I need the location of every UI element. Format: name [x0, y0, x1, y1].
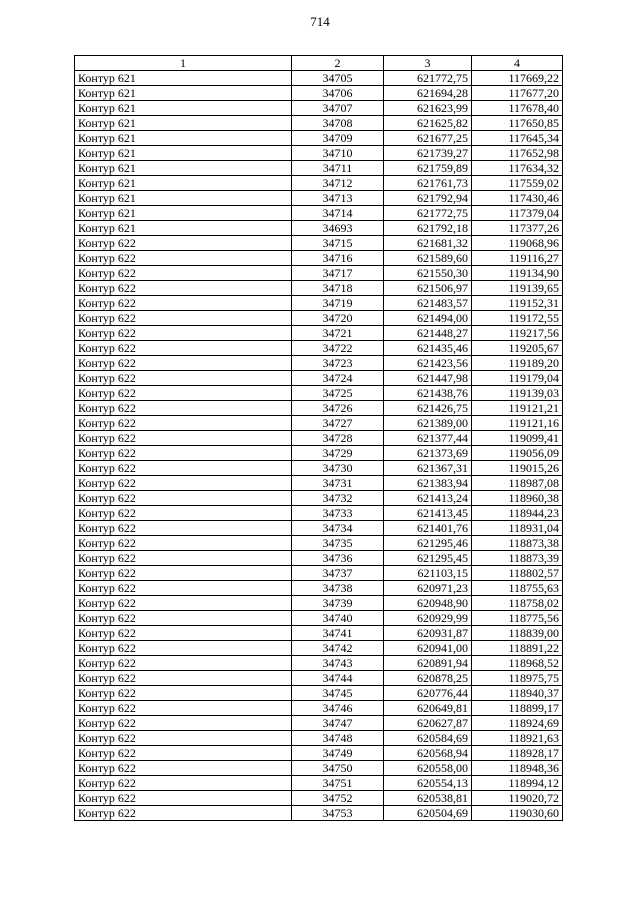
y-coordinate-cell: 118968,52	[472, 656, 563, 671]
y-coordinate-cell: 119121,21	[472, 401, 563, 416]
point-number-cell: 34725	[292, 386, 384, 401]
contour-name-cell: Контур 622	[75, 596, 292, 611]
contour-name-cell: Контур 622	[75, 311, 292, 326]
table-row	[75, 641, 563, 656]
column-header-3: 3	[384, 56, 472, 71]
y-coordinate-cell: 118924,69	[472, 716, 563, 731]
y-coordinate-cell: 118940,37	[472, 686, 563, 701]
contour-name-cell: Контур 621	[75, 206, 292, 221]
point-number-cell: 34746	[292, 701, 384, 716]
y-coordinate-cell: 119020,72	[472, 791, 563, 806]
point-number-cell: 34708	[292, 116, 384, 131]
point-number-cell: 34734	[292, 521, 384, 536]
table-row	[75, 101, 563, 116]
contour-name-cell: Контур 621	[75, 71, 292, 86]
table-row	[75, 491, 563, 506]
table-row	[75, 581, 563, 596]
point-number-cell: 34751	[292, 776, 384, 791]
contour-name-cell: Контур 622	[75, 641, 292, 656]
y-coordinate-cell: 118987,08	[472, 476, 563, 491]
table-row	[75, 86, 563, 101]
x-coordinate-cell: 621759,89	[384, 161, 472, 176]
table-row	[75, 611, 563, 626]
table-row	[75, 596, 563, 611]
x-coordinate-cell: 620649,81	[384, 701, 472, 716]
point-number-cell: 34724	[292, 371, 384, 386]
point-number-cell: 34718	[292, 281, 384, 296]
x-coordinate-cell: 621367,31	[384, 461, 472, 476]
y-coordinate-cell: 118921,63	[472, 731, 563, 746]
y-coordinate-cell: 119139,65	[472, 281, 563, 296]
table-row	[75, 551, 563, 566]
contour-name-cell: Контур 621	[75, 221, 292, 236]
point-number-cell: 34752	[292, 791, 384, 806]
contour-name-cell: Контур 622	[75, 266, 292, 281]
point-number-cell: 34709	[292, 131, 384, 146]
point-number-cell: 34743	[292, 656, 384, 671]
table-row	[75, 761, 563, 776]
point-number-cell: 34753	[292, 806, 384, 821]
y-coordinate-cell: 119030,60	[472, 806, 563, 821]
y-coordinate-cell: 118802,57	[472, 566, 563, 581]
point-number-cell: 34731	[292, 476, 384, 491]
point-number-cell: 34693	[292, 221, 384, 236]
x-coordinate-cell: 621694,28	[384, 86, 472, 101]
point-number-cell: 34720	[292, 311, 384, 326]
y-coordinate-cell: 119116,27	[472, 251, 563, 266]
y-coordinate-cell: 118873,39	[472, 551, 563, 566]
y-coordinate-cell: 119205,67	[472, 341, 563, 356]
table-row	[75, 116, 563, 131]
contour-name-cell: Контур 622	[75, 371, 292, 386]
table-row	[75, 221, 563, 236]
y-coordinate-cell: 117634,32	[472, 161, 563, 176]
point-number-cell: 34735	[292, 536, 384, 551]
contour-name-cell: Контур 622	[75, 626, 292, 641]
y-coordinate-cell: 119139,03	[472, 386, 563, 401]
y-coordinate-cell: 119099,41	[472, 431, 563, 446]
y-coordinate-cell: 119217,56	[472, 326, 563, 341]
table-row	[75, 716, 563, 731]
x-coordinate-cell: 621435,46	[384, 341, 472, 356]
point-number-cell: 34711	[292, 161, 384, 176]
contour-name-cell: Контур 622	[75, 746, 292, 761]
table-row	[75, 386, 563, 401]
page-number: 714	[310, 14, 330, 29]
column-header-4: 4	[472, 56, 563, 71]
x-coordinate-cell: 620776,44	[384, 686, 472, 701]
point-number-cell: 34736	[292, 551, 384, 566]
contour-name-cell: Контур 622	[75, 761, 292, 776]
x-coordinate-cell: 621792,94	[384, 191, 472, 206]
table-row	[75, 701, 563, 716]
x-coordinate-cell: 621506,97	[384, 281, 472, 296]
table-row	[75, 266, 563, 281]
point-number-cell: 34738	[292, 581, 384, 596]
table-body	[75, 71, 563, 821]
table-row	[75, 176, 563, 191]
point-number-cell: 34722	[292, 341, 384, 356]
x-coordinate-cell: 620941,00	[384, 641, 472, 656]
y-coordinate-cell: 118891,22	[472, 641, 563, 656]
y-coordinate-cell: 119134,90	[472, 266, 563, 281]
point-number-cell: 34749	[292, 746, 384, 761]
x-coordinate-cell: 620558,00	[384, 761, 472, 776]
table-row	[75, 326, 563, 341]
contour-name-cell: Контур 622	[75, 581, 292, 596]
table-row	[75, 476, 563, 491]
contour-name-cell: Контур 622	[75, 791, 292, 806]
y-coordinate-cell: 118928,17	[472, 746, 563, 761]
contour-name-cell: Контур 622	[75, 326, 292, 341]
table-row	[75, 236, 563, 251]
contour-name-cell: Контур 622	[75, 611, 292, 626]
point-number-cell: 34707	[292, 101, 384, 116]
y-coordinate-cell: 118775,56	[472, 611, 563, 626]
y-coordinate-cell: 118839,00	[472, 626, 563, 641]
y-coordinate-cell: 117377,26	[472, 221, 563, 236]
x-coordinate-cell: 621550,30	[384, 266, 472, 281]
x-coordinate-cell: 620929,99	[384, 611, 472, 626]
point-number-cell: 34713	[292, 191, 384, 206]
table-row	[75, 416, 563, 431]
contour-name-cell: Контур 622	[75, 386, 292, 401]
x-coordinate-cell: 621739,27	[384, 146, 472, 161]
x-coordinate-cell: 620504,69	[384, 806, 472, 821]
contour-name-cell: Контур 622	[75, 731, 292, 746]
y-coordinate-cell: 119172,55	[472, 311, 563, 326]
y-coordinate-cell: 118931,04	[472, 521, 563, 536]
y-coordinate-cell: 117650,85	[472, 116, 563, 131]
table-row	[75, 776, 563, 791]
point-number-cell: 34733	[292, 506, 384, 521]
point-number-cell: 34730	[292, 461, 384, 476]
y-coordinate-cell: 118755,63	[472, 581, 563, 596]
x-coordinate-cell: 621383,94	[384, 476, 472, 491]
y-coordinate-cell: 117645,34	[472, 131, 563, 146]
table-row	[75, 161, 563, 176]
contour-name-cell: Контур 621	[75, 101, 292, 116]
x-coordinate-cell: 620538,81	[384, 791, 472, 806]
point-number-cell: 34723	[292, 356, 384, 371]
x-coordinate-cell: 620891,94	[384, 656, 472, 671]
x-coordinate-cell: 621761,73	[384, 176, 472, 191]
contour-name-cell: Контур 622	[75, 251, 292, 266]
point-number-cell: 34719	[292, 296, 384, 311]
x-coordinate-cell: 620554,13	[384, 776, 472, 791]
contour-name-cell: Контур 622	[75, 446, 292, 461]
table-row	[75, 311, 563, 326]
point-number-cell: 34728	[292, 431, 384, 446]
contour-name-cell: Контур 622	[75, 356, 292, 371]
y-coordinate-cell: 119015,26	[472, 461, 563, 476]
y-coordinate-cell: 119056,09	[472, 446, 563, 461]
contour-name-cell: Контур 622	[75, 551, 292, 566]
table-row	[75, 626, 563, 641]
y-coordinate-cell: 118944,23	[472, 506, 563, 521]
table-row	[75, 296, 563, 311]
x-coordinate-cell: 621373,69	[384, 446, 472, 461]
x-coordinate-cell: 620971,23	[384, 581, 472, 596]
contour-name-cell: Контур 622	[75, 701, 292, 716]
x-coordinate-cell: 621295,45	[384, 551, 472, 566]
contour-name-cell: Контур 621	[75, 146, 292, 161]
contour-name-cell: Контур 622	[75, 491, 292, 506]
x-coordinate-cell: 620568,94	[384, 746, 472, 761]
contour-name-cell: Контур 622	[75, 806, 292, 821]
x-coordinate-cell: 621389,00	[384, 416, 472, 431]
x-coordinate-cell: 620878,25	[384, 671, 472, 686]
contour-name-cell: Контур 622	[75, 401, 292, 416]
table-row	[75, 506, 563, 521]
table-row	[75, 566, 563, 581]
y-coordinate-cell: 118948,36	[472, 761, 563, 776]
x-coordinate-cell: 621681,32	[384, 236, 472, 251]
point-number-cell: 34721	[292, 326, 384, 341]
point-number-cell: 34715	[292, 236, 384, 251]
point-number-cell: 34726	[292, 401, 384, 416]
contour-name-cell: Контур 622	[75, 461, 292, 476]
x-coordinate-cell: 621625,82	[384, 116, 472, 131]
x-coordinate-cell: 621413,45	[384, 506, 472, 521]
y-coordinate-cell: 118975,75	[472, 671, 563, 686]
x-coordinate-cell: 621448,27	[384, 326, 472, 341]
contour-name-cell: Контур 621	[75, 176, 292, 191]
point-number-cell: 34716	[292, 251, 384, 266]
table-row	[75, 341, 563, 356]
contour-name-cell: Контур 621	[75, 86, 292, 101]
table-row	[75, 371, 563, 386]
table-row	[75, 281, 563, 296]
x-coordinate-cell: 621377,44	[384, 431, 472, 446]
table-row	[75, 356, 563, 371]
x-coordinate-cell: 621677,25	[384, 131, 472, 146]
x-coordinate-cell: 621623,99	[384, 101, 472, 116]
header-row	[75, 56, 563, 71]
contour-name-cell: Контур 621	[75, 116, 292, 131]
x-coordinate-cell: 621401,76	[384, 521, 472, 536]
coordinates-table	[74, 55, 563, 821]
point-number-cell: 34727	[292, 416, 384, 431]
contour-name-cell: Контур 622	[75, 341, 292, 356]
x-coordinate-cell: 621426,75	[384, 401, 472, 416]
point-number-cell: 34737	[292, 566, 384, 581]
x-coordinate-cell: 620948,90	[384, 596, 472, 611]
table-row	[75, 131, 563, 146]
contour-name-cell: Контур 622	[75, 536, 292, 551]
table-row	[75, 731, 563, 746]
point-number-cell: 34747	[292, 716, 384, 731]
x-coordinate-cell: 620627,87	[384, 716, 472, 731]
point-number-cell: 34744	[292, 671, 384, 686]
x-coordinate-cell: 621772,75	[384, 206, 472, 221]
y-coordinate-cell: 117669,22	[472, 71, 563, 86]
contour-name-cell: Контур 622	[75, 671, 292, 686]
x-coordinate-cell: 621413,24	[384, 491, 472, 506]
y-coordinate-cell: 117652,98	[472, 146, 563, 161]
contour-name-cell: Контур 622	[75, 656, 292, 671]
point-number-cell: 34732	[292, 491, 384, 506]
y-coordinate-cell: 118960,38	[472, 491, 563, 506]
y-coordinate-cell: 117559,02	[472, 176, 563, 191]
y-coordinate-cell: 118873,38	[472, 536, 563, 551]
x-coordinate-cell: 621447,98	[384, 371, 472, 386]
y-coordinate-cell: 118899,17	[472, 701, 563, 716]
y-coordinate-cell: 119179,04	[472, 371, 563, 386]
y-coordinate-cell: 119068,96	[472, 236, 563, 251]
x-coordinate-cell: 620931,87	[384, 626, 472, 641]
point-number-cell: 34742	[292, 641, 384, 656]
contour-name-cell: Контур 622	[75, 566, 292, 581]
x-coordinate-cell: 621494,00	[384, 311, 472, 326]
table-row	[75, 146, 563, 161]
table-row	[75, 656, 563, 671]
y-coordinate-cell: 119152,31	[472, 296, 563, 311]
table-row	[75, 461, 563, 476]
y-coordinate-cell: 117430,46	[472, 191, 563, 206]
y-coordinate-cell: 117678,40	[472, 101, 563, 116]
x-coordinate-cell: 621483,57	[384, 296, 472, 311]
contour-name-cell: Контур 622	[75, 296, 292, 311]
point-number-cell: 34706	[292, 86, 384, 101]
table-row	[75, 671, 563, 686]
y-coordinate-cell: 118994,12	[472, 776, 563, 791]
contour-name-cell: Контур 622	[75, 236, 292, 251]
point-number-cell: 34750	[292, 761, 384, 776]
table-row	[75, 431, 563, 446]
table-row	[75, 791, 563, 806]
point-number-cell: 34712	[292, 176, 384, 191]
x-coordinate-cell: 621792,18	[384, 221, 472, 236]
x-coordinate-cell: 621772,75	[384, 71, 472, 86]
x-coordinate-cell: 621589,60	[384, 251, 472, 266]
contour-name-cell: Контур 622	[75, 281, 292, 296]
contour-name-cell: Контур 621	[75, 161, 292, 176]
table-row	[75, 686, 563, 701]
point-number-cell: 34729	[292, 446, 384, 461]
contour-name-cell: Контур 622	[75, 686, 292, 701]
point-number-cell: 34741	[292, 626, 384, 641]
table-row	[75, 446, 563, 461]
contour-name-cell: Контур 622	[75, 431, 292, 446]
column-header-1: 1	[75, 56, 292, 71]
table-row	[75, 746, 563, 761]
y-coordinate-cell: 119189,20	[472, 356, 563, 371]
y-coordinate-cell: 119121,16	[472, 416, 563, 431]
x-coordinate-cell: 621295,46	[384, 536, 472, 551]
table-row	[75, 806, 563, 821]
point-number-cell: 34717	[292, 266, 384, 281]
point-number-cell: 34748	[292, 731, 384, 746]
y-coordinate-cell: 118758,02	[472, 596, 563, 611]
point-number-cell: 34710	[292, 146, 384, 161]
point-number-cell: 34740	[292, 611, 384, 626]
table-row	[75, 206, 563, 221]
contour-name-cell: Контур 622	[75, 716, 292, 731]
table-row	[75, 521, 563, 536]
point-number-cell: 34714	[292, 206, 384, 221]
contour-name-cell: Контур 622	[75, 506, 292, 521]
table-row	[75, 191, 563, 206]
point-number-cell: 34739	[292, 596, 384, 611]
contour-name-cell: Контур 621	[75, 191, 292, 206]
x-coordinate-cell: 621423,56	[384, 356, 472, 371]
column-header-2: 2	[292, 56, 384, 71]
table-row	[75, 71, 563, 86]
contour-name-cell: Контур 622	[75, 776, 292, 791]
y-coordinate-cell: 117379,04	[472, 206, 563, 221]
x-coordinate-cell: 621103,15	[384, 566, 472, 581]
contour-name-cell: Контур 622	[75, 521, 292, 536]
table-row	[75, 536, 563, 551]
x-coordinate-cell: 620584,69	[384, 731, 472, 746]
x-coordinate-cell: 621438,76	[384, 386, 472, 401]
contour-name-cell: Контур 621	[75, 131, 292, 146]
contour-name-cell: Контур 622	[75, 476, 292, 491]
table-row	[75, 251, 563, 266]
table-row	[75, 401, 563, 416]
point-number-cell: 34745	[292, 686, 384, 701]
contour-name-cell: Контур 622	[75, 416, 292, 431]
y-coordinate-cell: 117677,20	[472, 86, 563, 101]
point-number-cell: 34705	[292, 71, 384, 86]
